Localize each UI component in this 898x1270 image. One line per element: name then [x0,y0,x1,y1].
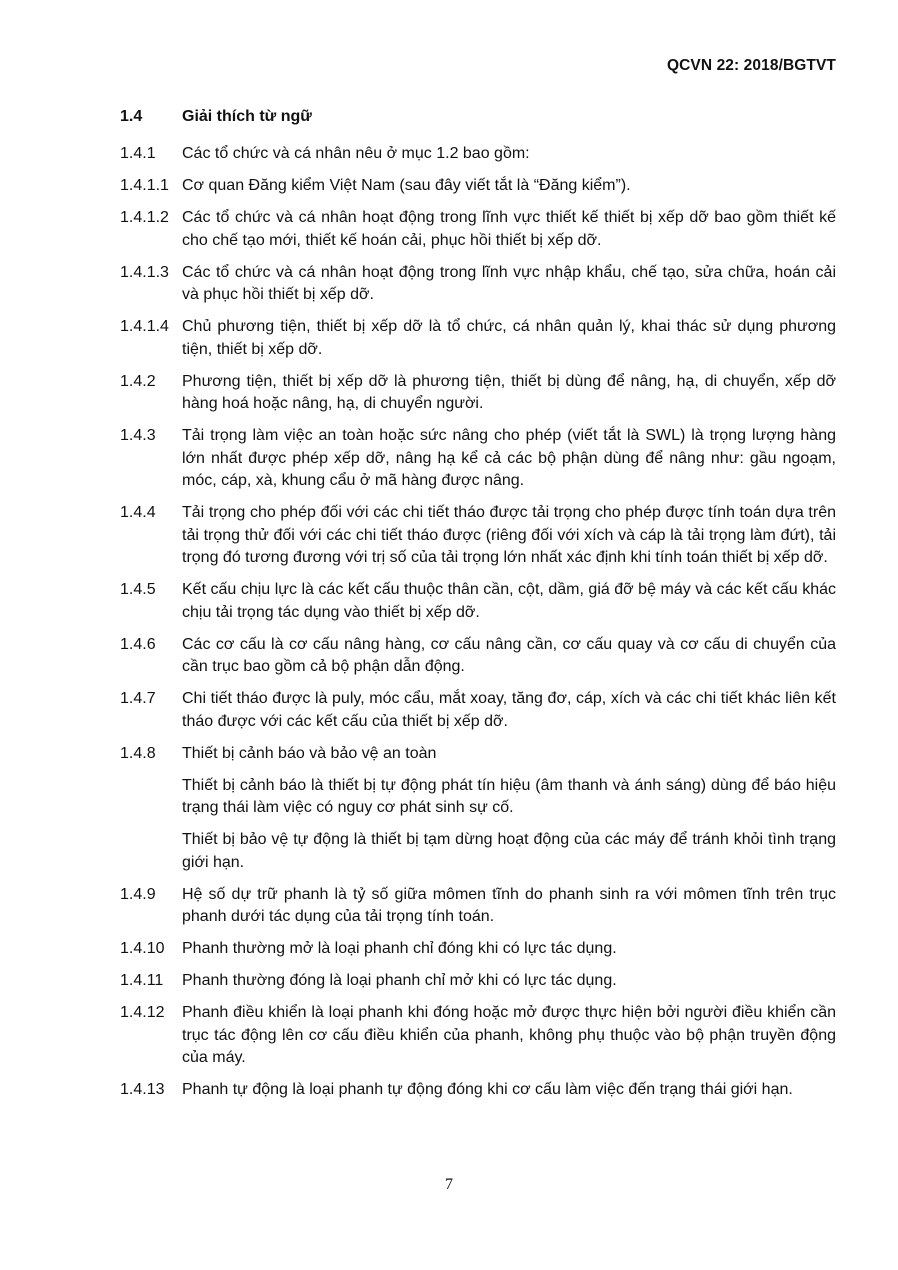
item-body [182,143,836,166]
item-body [182,743,836,875]
list-item [120,1002,836,1070]
item-body [182,1002,836,1070]
list-item [120,143,836,166]
item-paragraph: Hệ số dự trữ phanh là tỷ số giữa mômen tĩnh do phanh sinh ra với mômen tĩnh trên trục phanh dưới tác dụng của tải trọng tính toán. [182,885,836,925]
item-body [182,938,836,961]
item-paragraph: Phanh thường mở là loại phanh chỉ đóng khi có lực tác dụng. [182,940,617,957]
list-item [120,938,836,961]
item-paragraph: Các tổ chức và cá nhân hoạt động trong lĩnh vực nhập khẩu, chế tạo, sửa chữa, hoán cải và phục hồi thiết bị xếp dỡ. [182,263,836,303]
item-body [182,634,836,679]
item-number: 1.4.6 [120,635,156,653]
item-body [182,579,836,624]
definitions-list [120,143,836,1111]
item-paragraph: Thiết bị cảnh báo và bảo vệ an toàn [182,744,437,762]
item-number: 1.4.4 [120,504,156,521]
list-item [120,425,836,493]
item-paragraph: Phanh điều khiển là loại phanh khi đóng hoặc mở được thực hiện bởi người điều khiển cần trục tác động lên cơ cấu điều khiển của phanh, không phụ thuộc vào bộ phận truyền động của máy. [182,1004,836,1066]
item-number: 1.4.1.2 [120,209,169,226]
item-number: 1.4.5 [120,581,156,598]
item-paragraph: Chủ phương tiện, thiết bị xếp dỡ là tổ chức, cá nhân quản lý, khai thác sử dụng phương tiện, thiết bị xếp dỡ. [182,318,836,358]
item-body [182,262,836,307]
item-body [182,884,836,929]
list-item [120,502,836,570]
item-paragraph: Phanh thường đóng là loại phanh chỉ mở khi có lực tác dụng. [182,972,617,989]
item-body [182,970,836,993]
item-paragraph: Phương tiện, thiết bị xếp dỡ là phương tiện, thiết bị dùng để nâng, hạ, di chuyển, xếp dỡ hàng hoá hoặc nâng, hạ, di chuyển người. [182,372,836,412]
list-item [120,579,836,624]
item-paragraph: Cơ quan Đăng kiểm Việt Nam (sau đây viết tắt là “Đăng kiểm”). [182,177,631,194]
item-body [182,207,836,252]
item-paragraph: Tải trọng cho phép đối với các chi tiết tháo được tải trọng cho phép được tính toán dựa trên tải trọng thử đối với các chi tiết tháo được (riêng đối với xích và cáp là tải trọng làm đứt), tải trọng đó tương đương với trị số của tải trọng lớn nhất xác định khi tính toán thiết bị xếp dỡ. [182,504,836,566]
item-number: 1.4.13 [120,1081,165,1098]
list-item [120,207,836,252]
item-number: 1.4.3 [120,427,156,444]
item-paragraph: Kết cấu chịu lực là các kết cấu thuộc thân cần, cột, dầm, giá đỡ bệ máy và các kết cấu khác chịu tải trọng tác dụng vào thiết bị xếp dỡ. [182,581,836,621]
list-item [120,970,836,993]
item-paragraph: Phanh tự động là loại phanh tự động đóng khi cơ cấu làm việc đến trạng thái giới hạn. [182,1081,793,1098]
item-paragraph: Tải trọng làm việc an toàn hoặc sức nâng cho phép (viết tắt là SWL) là trọng lượng hàng lớn nhất được phép xếp dỡ, nâng hạ kể cả các bộ phận dùng để nâng như: gầu ngoạm, móc, cáp, xà, khung cẩu ở mã hàng được nâng. [182,427,836,489]
item-body [182,316,836,361]
document-code-header: QCVN 22: 2018/BGTVT [666,57,836,74]
list-item [120,688,836,733]
item-body [182,175,836,198]
item-number: 1.4.8 [120,744,156,762]
item-body [182,425,836,493]
item-number: 1.4.1.3 [120,263,169,281]
list-item [120,316,836,361]
list-item [120,884,836,929]
item-number: 1.4.1.1 [120,177,169,194]
item-number: 1.4.1.4 [120,318,169,335]
item-paragraph: Các tổ chức và cá nhân nêu ở mục 1.2 bao gồm: [182,145,530,162]
section-number: 1.4 [120,108,143,125]
item-number: 1.4.7 [120,690,156,707]
list-item [120,262,836,307]
item-body [182,502,836,570]
item-body [182,371,836,416]
item-body [182,1079,836,1102]
section-title: Giải thích từ ngữ [182,108,312,125]
item-number: 1.4.12 [120,1004,165,1021]
item-number: 1.4.1 [120,145,156,162]
item-paragraph: Các tổ chức và cá nhân hoạt động trong lĩnh vực thiết kế thiết bị xếp dỡ bao gồm thiết kế cho chế tạo mới, thiết kế hoán cải, phục hồi thiết bị xếp dỡ. [182,209,836,249]
item-number: 1.4.11 [120,972,164,989]
item-paragraph: Chi tiết tháo được là puly, móc cẩu, mắt xoay, tăng đơ, cáp, xích và các chi tiết khác liên kết tháo được với các kết cấu của thiết bị xếp dỡ. [182,690,836,730]
page-number: 7 [445,1176,453,1193]
list-item [120,743,836,875]
list-item [120,1079,836,1102]
list-item [120,634,836,679]
list-item [120,371,836,416]
item-paragraph: Thiết bị cảnh báo là thiết bị tự động phát tín hiệu (âm thanh và ánh sáng) dùng để báo hiệu trạng thái làm việc có nguy cơ phát sinh sự cố. [182,776,836,816]
item-body [182,688,836,733]
item-number: 1.4.10 [120,940,165,957]
item-number: 1.4.9 [120,885,156,903]
section-heading [120,108,840,126]
list-item [120,175,836,198]
item-number: 1.4.2 [120,372,156,390]
item-paragraph: Thiết bị bảo vệ tự động là thiết bị tạm dừng hoạt động của các máy để tránh khỏi tình trạng giới hạn. [182,831,836,871]
item-paragraph: Các cơ cấu là cơ cấu nâng hàng, cơ cấu nâng cần, cơ cấu quay và cơ cấu di chuyển của cần trục bao gồm cả bộ phận dẫn động. [182,635,836,675]
